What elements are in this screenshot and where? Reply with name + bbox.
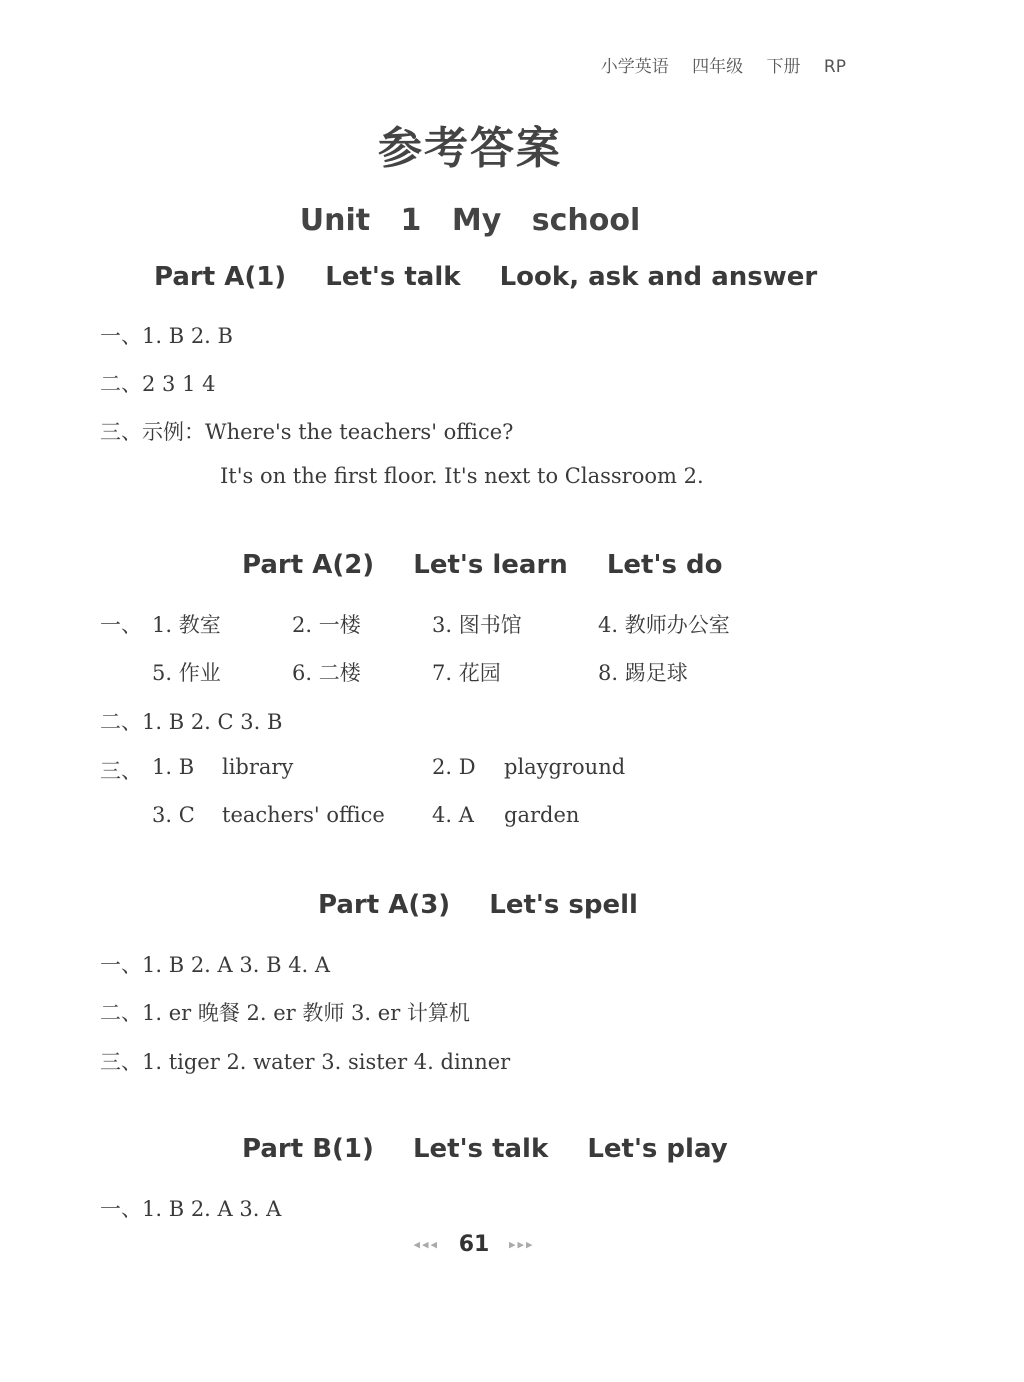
- part-topic: Let's talk: [325, 262, 461, 292]
- page-number: 61: [458, 1232, 490, 1257]
- header-volume: 下册: [766, 57, 801, 77]
- section-heading-part-a3: [318, 890, 668, 920]
- header-subject: 小学英语: [600, 57, 669, 77]
- match-word: playground: [504, 755, 626, 779]
- section-heading-part-b1: [242, 1134, 758, 1164]
- section-heading-part-a2: [242, 550, 752, 580]
- answer-prefix: 三、: [100, 759, 142, 783]
- vocab-item: 6. 二楼: [292, 661, 361, 685]
- vocab-item: 2. 一楼: [292, 613, 361, 637]
- unit-title: Unit 1 My school: [299, 203, 641, 238]
- answer-line: 二、2 3 1 4: [100, 372, 216, 396]
- part-topic: Let's play: [587, 1134, 728, 1164]
- vocab-item: 8. 踢足球: [598, 661, 688, 685]
- answer-prefix: 一、: [100, 613, 142, 637]
- match-letter: 3. C: [152, 803, 195, 827]
- answer-line: 一、1. B 2. B: [100, 324, 233, 348]
- part-label: Part A(1): [154, 262, 287, 292]
- answer-line: It's on the first floor. It's next to Classroom 2.: [220, 464, 704, 488]
- answer-line: 一、1. B 2. A 3. B 4. A: [100, 953, 331, 977]
- part-topic: Let's talk: [412, 1134, 549, 1164]
- header-edition: RP: [823, 57, 846, 77]
- answer-line: 二、1. er 晚餐 2. er 教师 3. er 计算机: [100, 1001, 470, 1025]
- page-title: 参考答案: [378, 123, 562, 174]
- vocab-item: 4. 教师办公室: [598, 613, 730, 637]
- part-topic: Let's learn: [413, 550, 568, 580]
- vocab-item: 7. 花园: [432, 661, 501, 685]
- left-arrows-icon: ◂◂◂: [413, 1237, 440, 1253]
- part-label: Part A(2): [242, 550, 375, 580]
- match-letter: 4. A: [432, 803, 474, 827]
- answer-line: 二、1. B 2. C 3. B: [100, 710, 283, 734]
- match-word: teachers' office: [222, 803, 385, 827]
- answer-line: 三、示例：Where's the teachers' office?: [100, 420, 514, 444]
- answer-line: 一、1. B 2. A 3. A: [100, 1197, 282, 1221]
- vocab-item: 3. 图书馆: [432, 613, 522, 637]
- header-meta: [583, 52, 846, 77]
- part-label: Part A(3): [318, 890, 451, 920]
- match-word: garden: [504, 803, 580, 827]
- section-heading-part-a1: [154, 262, 847, 292]
- right-arrows-icon: ▸▸▸: [508, 1237, 535, 1253]
- vocab-item: 5. 作业: [152, 661, 221, 685]
- answer-line: 三、1. tiger 2. water 3. sister 4. dinner: [100, 1050, 511, 1074]
- part-topic: Look, ask and answer: [499, 262, 818, 292]
- part-topic: Let's spell: [489, 890, 638, 920]
- match-letter: 2. D: [432, 755, 476, 779]
- match-letter: 1. B: [152, 755, 195, 779]
- page-footer: [0, 1232, 948, 1257]
- vocab-item: 1. 教室: [152, 613, 221, 637]
- match-word: library: [222, 755, 294, 779]
- header-grade: 四年级: [692, 57, 744, 77]
- part-label: Part B(1): [242, 1134, 374, 1164]
- part-topic: Let's do: [606, 550, 723, 580]
